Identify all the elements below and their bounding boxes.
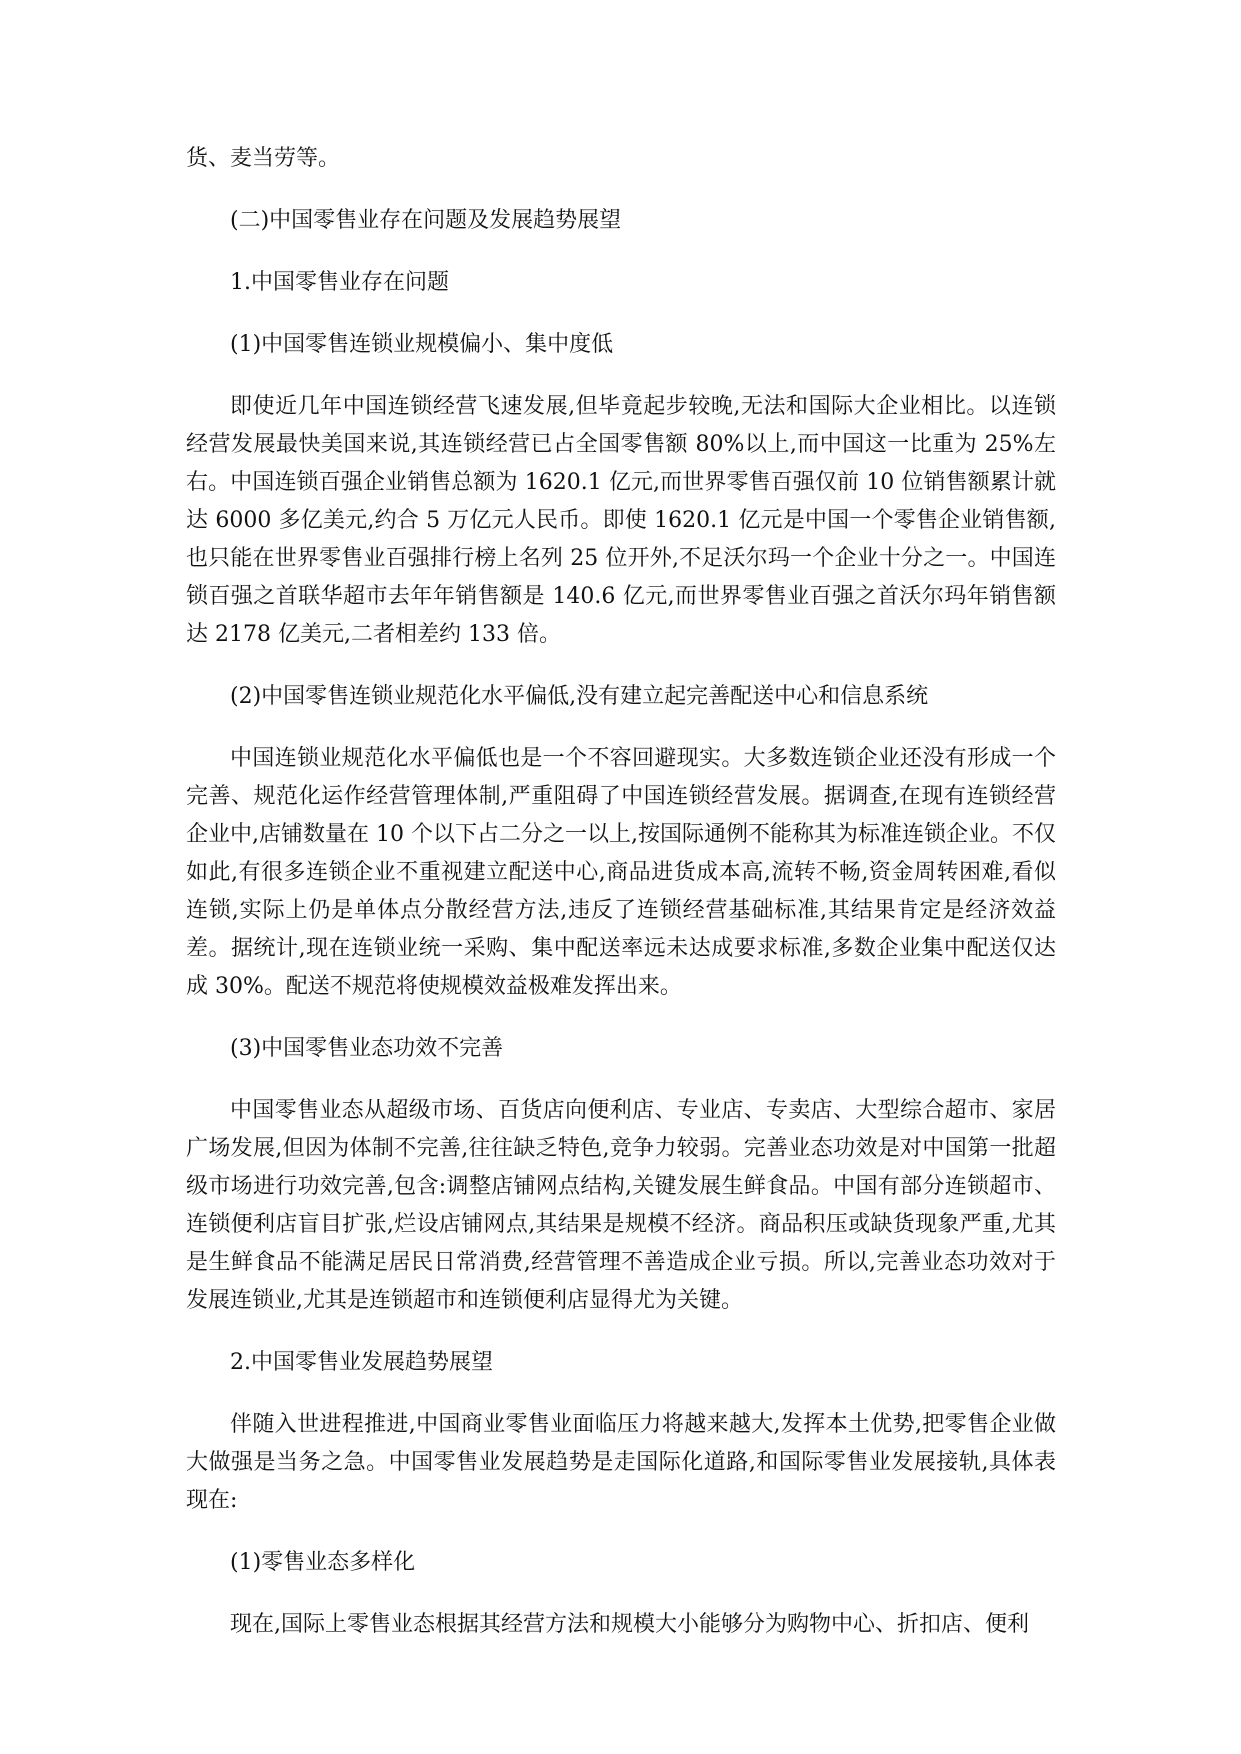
item-heading-diversification: (1)零售业态多样化 xyxy=(230,1550,416,1575)
item-heading-scale: (1)中国零售连锁业规模偏小、集中度低 xyxy=(230,332,614,357)
document-page xyxy=(186,140,1056,1644)
paragraph-standardization: 中国连锁业规范化水平偏低也是一个不容回避现实。大多数连锁企业还没有形成一个完善、规范化运作经营管理体制,严重阻碍了中国连锁经营发展。据调查,在现有连锁经营企业中,店铺数量在 10 个以下占二分之一以上,按国际通例不能称其为标准连锁企业。不仅如此,有很多连锁企业不重视建立配送中心,商品进货成本高,流转不畅,资金周转困难,看似连锁,实际上仍是单体点分散经营方法,违反了连锁经营基础标准,其结果肯定是经济效益差。据统计,现在连锁业统一采购、集中配送率远未达成要求标准,多数企业集中配送仅达成 30%。配送不规范将使规模效益极难发挥出来。 xyxy=(186,746,1056,999)
paragraph-diversification: 现在,国际上零售业态根据其经营方法和规模大小能够分为购物中心、折扣店、便利 xyxy=(230,1612,1029,1637)
item-heading-format-function: (3)中国零售业态功效不完善 xyxy=(230,1036,504,1061)
section-heading-problems-and-trends: (二)中国零售业存在问题及发展趋势展望 xyxy=(230,208,622,233)
paragraph-scale: 即使近几年中国连锁经营飞速发展,但毕竟起步较晚,无法和国际大企业相比。以连锁经营发展最快美国来说,其连锁经营已占全国零售额 80%以上,而中国这一比重为 25%左右。中国连锁百强企业销售总额为 1620.1 亿元,而世界零售百强仅前 10 位销售额累计就达 6000 多亿美元,约合 5 万亿元人民币。即使 1620.1 亿元是中国一个零售企业销售额,也只能在世界零售业百强排行榜上名列 25 位开外,不足沃尔玛一个企业十分之一。中国连锁百强之首联华超市去年年销售额是 140.6 亿元,而世界零售业百强之首沃尔玛年销售额达 2178 亿美元,二者相差约 133 倍。 xyxy=(186,394,1056,647)
paragraph-trends: 伴随入世进程推进,中国商业零售业面临压力将越来越大,发挥本土优势,把零售企业做大做强是当务之急。中国零售业发展趋势是走国际化道路,和国际零售业发展接轨,具体表现在: xyxy=(186,1412,1056,1513)
paragraph-continuation: 货、麦当劳等。 xyxy=(186,146,341,171)
subsection-heading-problems: 1.中国零售业存在问题 xyxy=(230,270,449,295)
subsection-heading-trends: 2.中国零售业发展趋势展望 xyxy=(230,1350,493,1375)
paragraph-format-function: 中国零售业态从超级市场、百货店向便利店、专业店、专卖店、大型综合超市、家居广场发展,但因为体制不完善,往往缺乏特色,竞争力较弱。完善业态功效是对中国第一批超级市场进行功效完善,包含:调整店铺网点结构,关键发展生鲜食品。中国有部分连锁超市、连锁便利店盲目扩张,烂设店铺网点,其结果是规模不经济。商品积压或缺货现象严重,尤其是生鲜食品不能满足居民日常消费,经营管理不善造成企业亏损。所以,完善业态功效对于发展连锁业,尤其是连锁超市和连锁便利店显得尤为关键。 xyxy=(186,1098,1056,1313)
item-heading-standardization: (2)中国零售连锁业规范化水平偏低,没有建立起完善配送中心和信息系统 xyxy=(230,684,929,709)
